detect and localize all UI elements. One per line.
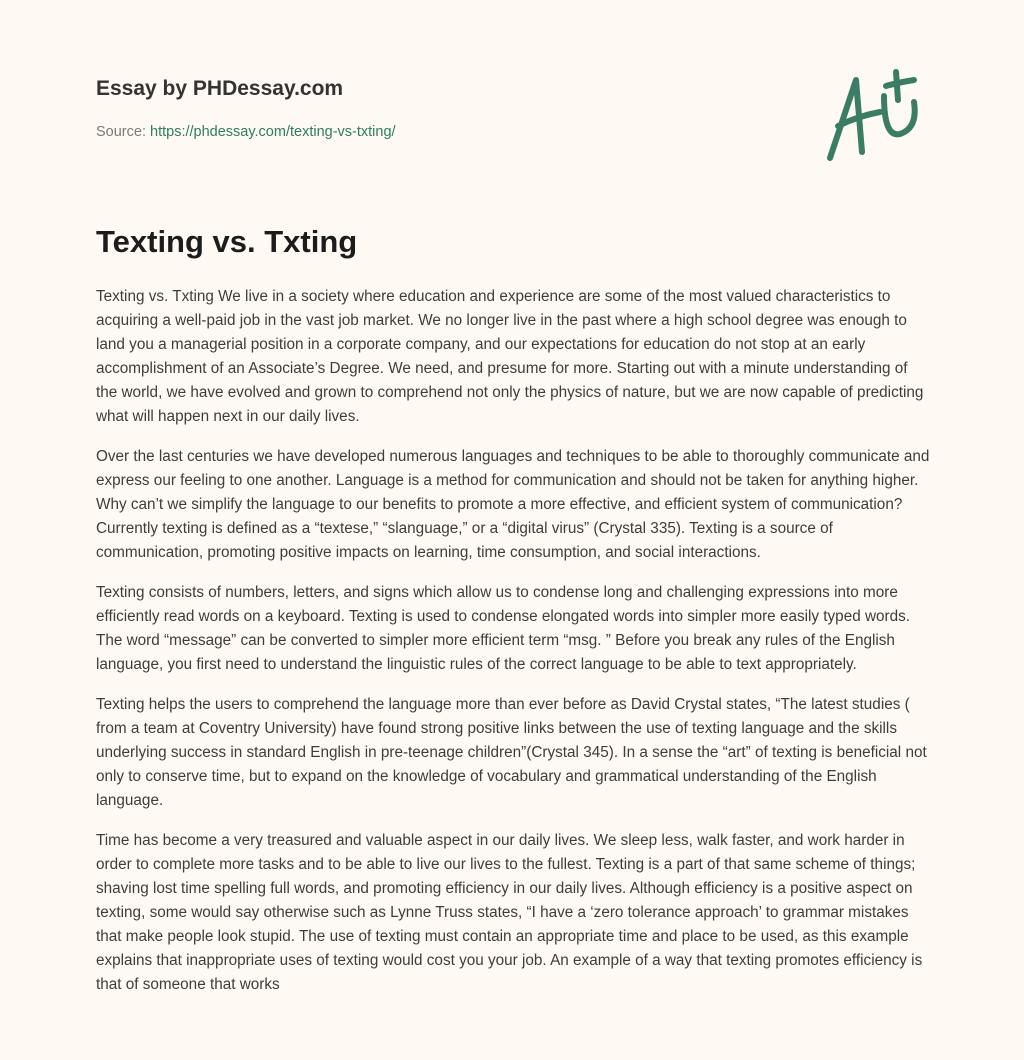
paragraph: Texting vs. Txting We live in a society where education and experience are some of the most valued characteristics to acquiring a well-paid job in the vast job market. We no longer live in the past where a high school degree was enough to land you a managerial position in a corporate company, and our expectations for education do not stop at an early accomplishment of an Associate’s Degree. We need, and presume for more. Starting out with a minute understanding of the world, we have evolved and grown to comprehend not only the physics of nature, but we are now capable of predicting what will happen next in our daily lives. [96,288,924,425]
site-brand: Essay by PHDessay.com [96,77,344,100]
a-plus-logo-icon [818,66,930,166]
source-line [96,124,396,140]
source-link[interactable]: https://phdessay.com/texting-vs-txting/ [150,124,396,140]
essay-title: Texting vs. Txting [96,224,358,259]
paragraph: Time has become a very treasured and valuable aspect in our daily lives. We sleep less, walk faster, and work harder in order to complete more tasks and to be able to live our lives to the fullest. Texting is a part of that same scheme of things; shaving lost time spelling full words, and promoting efficiency in our daily lives. Although efficiency is a positive aspect on texting, some would say otherwise such as Lynne Truss states, “I have a ‘zero tolerance approach’ to grammar mistakes that make people look stupid. The use of texting must contain an appropriate time and place to be used, as this example explains that inappropriate uses of texting would cost you your job. An example of a way that texting promotes efficiency is that of someone that works [96,832,923,993]
source-label: Source: [96,124,146,140]
essay-body [96,285,932,1013]
paragraph: Texting consists of numbers, letters, and signs which allow us to condense long and challenging expressions into more efficiently read words on a keyboard. Texting is used to condense elongated words into simpler more easily typed words. The word “message” can be converted to simpler more efficient term “msg. ” Before you break any rules of the English language, you first need to understand the linguistic rules of the correct language to be able to text appropriately. [96,584,911,673]
paragraph: Over the last centuries we have developed numerous languages and techniques to be able to thoroughly communicate and express our feeling to one another. Language is a method for communication and should not be taken for anything higher. Why can’t we simplify the language to our benefits to promote a more effective, and efficient system of communication? Currently texting is defined as a “textese,” “slanguage,” or a “digital virus” (Crystal 335). Texting is a source of communication, promoting positive impacts on learning, time consumption, and social interactions. [96,448,930,561]
paragraph: Texting helps the users to comprehend the language more than ever before as David Crystal states, “The latest studies ( from a team at Coventry University) have found strong positive links between the use of texting language and the skills underlying success in standard English in pre-teenage children”(Crystal 345). In a sense the “art” of texting is beneficial not only to conserve time, but to expand on the knowledge of vocabulary and grammatical understanding of the English language. [96,696,927,809]
